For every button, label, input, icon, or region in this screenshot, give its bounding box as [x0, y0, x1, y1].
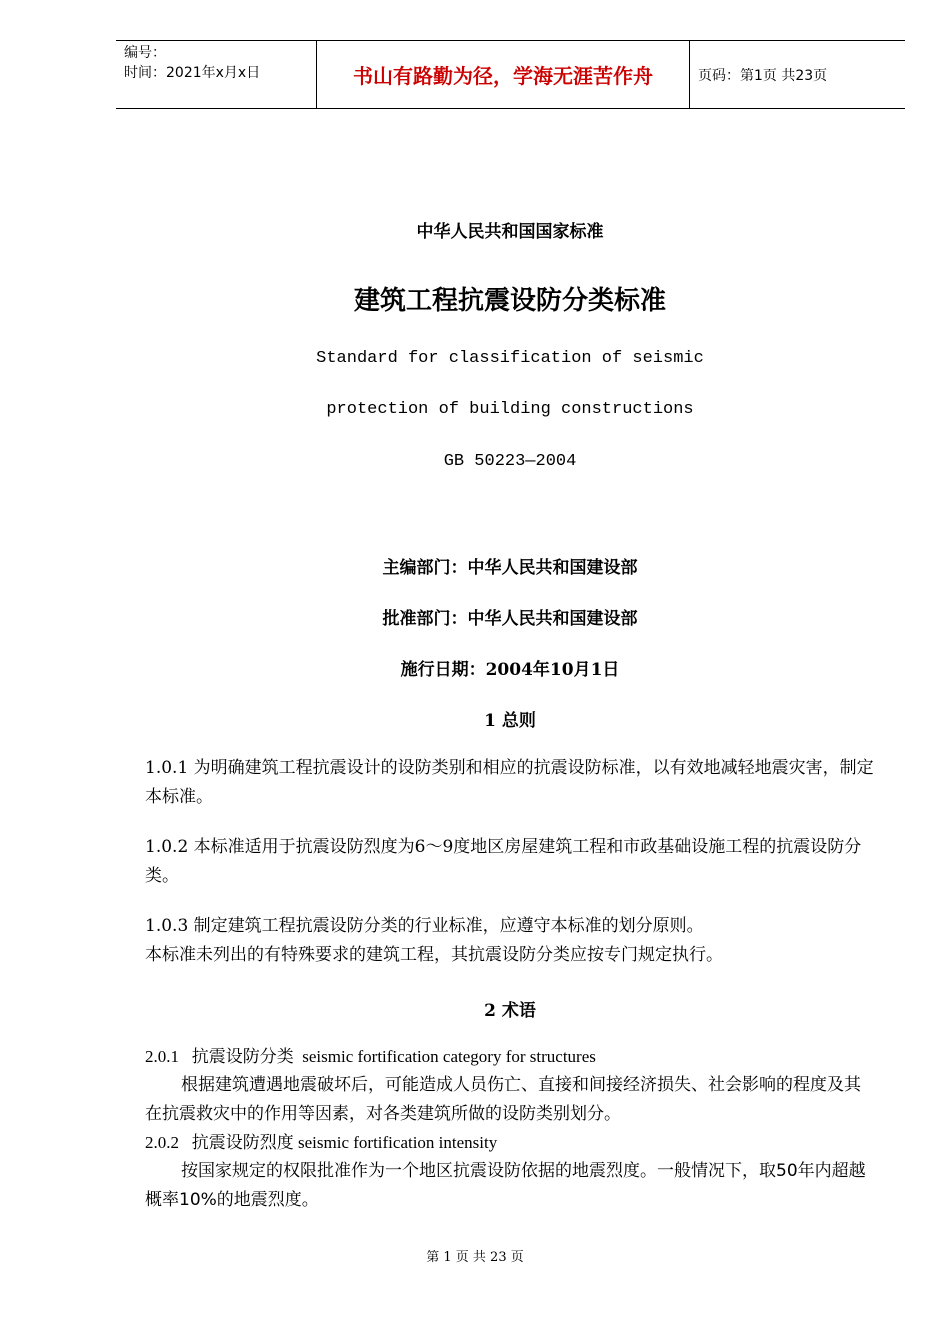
header-page-info [690, 41, 905, 108]
term-2-0-1-definition: 根据建筑遭遇地震破坏后，可能造成人员伤亡、直接和间接经济损失、社会影响的程度及其在抗震救灾中的作用等因素，对各类建筑所做的设防类别划分。 [145, 1075, 861, 1124]
term-2-0-2-definition: 按国家规定的权限批准作为一个地区抗震设防依据的地震烈度。一般情况下，取50年内超越概率10%的地震烈度。 [145, 1161, 866, 1210]
section-heading-general: 1 总则 [484, 711, 536, 731]
effective-date: 施行日期：2004年10月1日 [400, 660, 620, 680]
header-meta [116, 41, 316, 108]
national-standard-label: 中华人民共和国国家标准 [416, 222, 604, 242]
header-motto-cell [316, 41, 690, 108]
english-title-line1: Standard for classification of seismic [316, 349, 704, 368]
motto-text: 书山有路勤为径，学海无涯苦作舟 [353, 64, 653, 88]
page-info-text: 页码：第1页 共23页 [698, 67, 828, 84]
editor-department: 主编部门：中华人民共和国建设部 [382, 558, 638, 578]
term-2-0-2-title: 2.0.2 抗震设防烈度 seismic fortification intensity [145, 1133, 498, 1152]
clause-1-0-3 [145, 912, 875, 970]
clause-1-0-3-line1: 1.0.3 制定建筑工程抗震设防分类的行业标准，应遵守本标准的划分原则。 [145, 916, 704, 936]
number-label: 编号： [124, 45, 166, 61]
document-title: 建筑工程抗震设防分类标准 [353, 286, 666, 316]
clause-1-0-3-line2: 本标准未列出的有特殊要求的建筑工程，其抗震设防分类应按专门规定执行。 [145, 945, 723, 965]
approval-department: 批准部门：中华人民共和国建设部 [382, 609, 638, 629]
term-2-0-1-title: 2.0.1 抗震设防分类 seismic fortification category for structures [145, 1047, 596, 1066]
english-title-line2: protection of building constructions [326, 400, 694, 419]
time-label: 时间：2021年x月x日 [124, 65, 261, 81]
clause-1-0-2: 1.0.2 本标准适用于抗震设防烈度为6～9度地区房屋建筑工程和市政基础设施工程的抗震设防分类。 [145, 837, 862, 886]
page-header [116, 40, 905, 109]
clause-1-0-1: 1.0.1 为明确建筑工程抗震设计的设防类别和相应的抗震设防标准，以有效地减轻地震灾害，制定本标准。 [145, 758, 874, 807]
standard-code: GB 50223—2004 [443, 452, 577, 471]
page-footer: 第 1 页 共 23 页 [426, 1250, 524, 1265]
section-heading-terms: 2 术语 [484, 1001, 536, 1021]
